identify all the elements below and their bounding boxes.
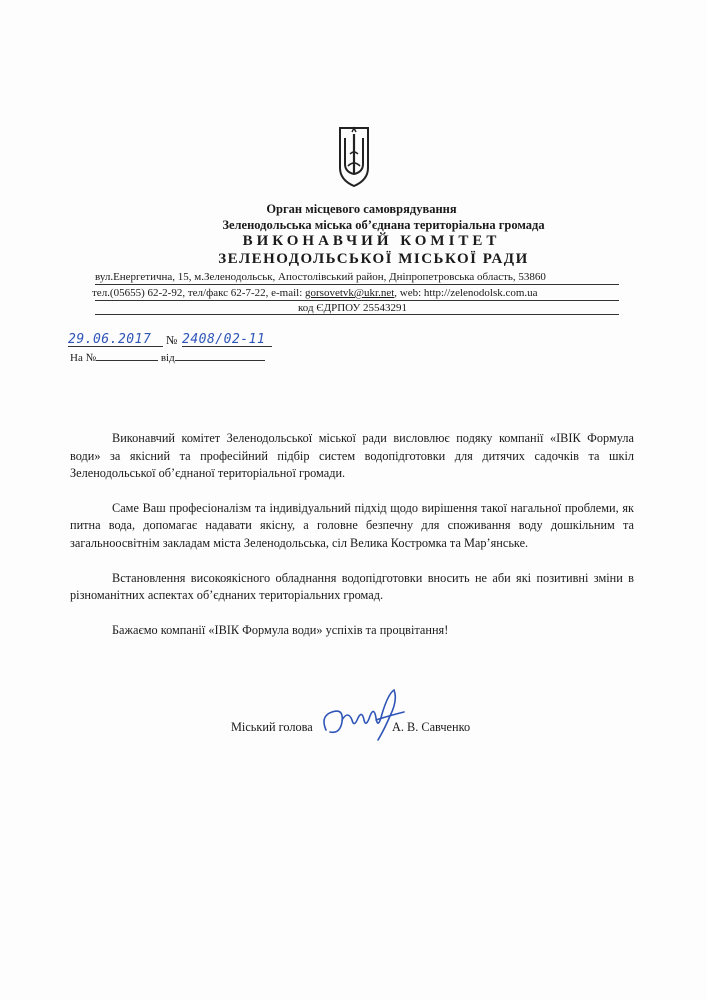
edrpou-code: код ЄДРПОУ 25543291 (298, 302, 408, 314)
address-rule (95, 284, 619, 285)
reference-date-label: від (160, 352, 175, 364)
contacts-web: , web: http://zelenodolsk.com.ua (394, 287, 538, 299)
contacts-rule (95, 300, 619, 301)
reference-number-blank (96, 350, 158, 361)
header-org: Орган місцевого самоврядування (266, 202, 457, 216)
registration-number-label: № (166, 333, 178, 347)
address-line: вул.Енергетична, 15, м.Зеленодольськ, Апостолівський район, Дніпропетровська область, 53860 (95, 271, 546, 283)
header-community: Зеленодольська міська об’єднана територіальна громада (222, 218, 545, 232)
body-paragraph: Встановлення високоякісного обладнання водопідготовки вносить не аби які позитивні зміни в різноманітних аспектах об’єднаних територіальних громад. (70, 570, 634, 603)
contacts-line (92, 287, 538, 299)
trident-emblem-icon (334, 124, 374, 190)
signatory-title: Міський голова (231, 720, 313, 734)
registration-number: 2408/02-11 (182, 332, 272, 347)
registration-date: 29.06.2017 (68, 332, 163, 347)
email-link[interactable]: gorsovetvk@ukr.net (305, 287, 395, 299)
signatory-name: А. В. Савченко (392, 720, 471, 734)
body-paragraph: Бажаємо компанії «ІВІК Формула води» успіхів та процвітання! (112, 622, 449, 637)
edrpou-rule (95, 314, 619, 315)
header-committee: ВИКОНАВЧИЙ КОМІТЕТ (242, 233, 501, 249)
contacts-phone: тел.(05655) 62-2-92, тел/факс 62-7-22, e-mail: (92, 287, 306, 299)
body-paragraph: Саме Ваш професіоналізм та індивідуальний підхід щодо вирішення такої нагальної проблеми, як питна вода, допомагає надавати якісну, а головне безпечну для споживання воду дошкільним та загальноосвітнім закладам міста Зеленодольська, сіл Велика Костромка та Мар’янське. (70, 500, 634, 550)
reference-number-label: На № (70, 352, 97, 364)
reference-date-blank (175, 350, 265, 361)
header-council: ЗЕЛЕНОДОЛЬСЬКОЇ МІСЬКОЇ РАДИ (218, 251, 529, 267)
letter-body (70, 430, 634, 656)
reference-line (70, 350, 265, 364)
handwritten-signature-icon (318, 686, 418, 746)
body-paragraph: Виконавчий комітет Зеленодольської міської ради висловлює подяку компанії «ІВІК Формула води» за якісний та професійний підбір систем водопідготовки для дитячих садочків та шкіл Зеленодольської об’єднаної територіальної громади. (70, 431, 634, 481)
